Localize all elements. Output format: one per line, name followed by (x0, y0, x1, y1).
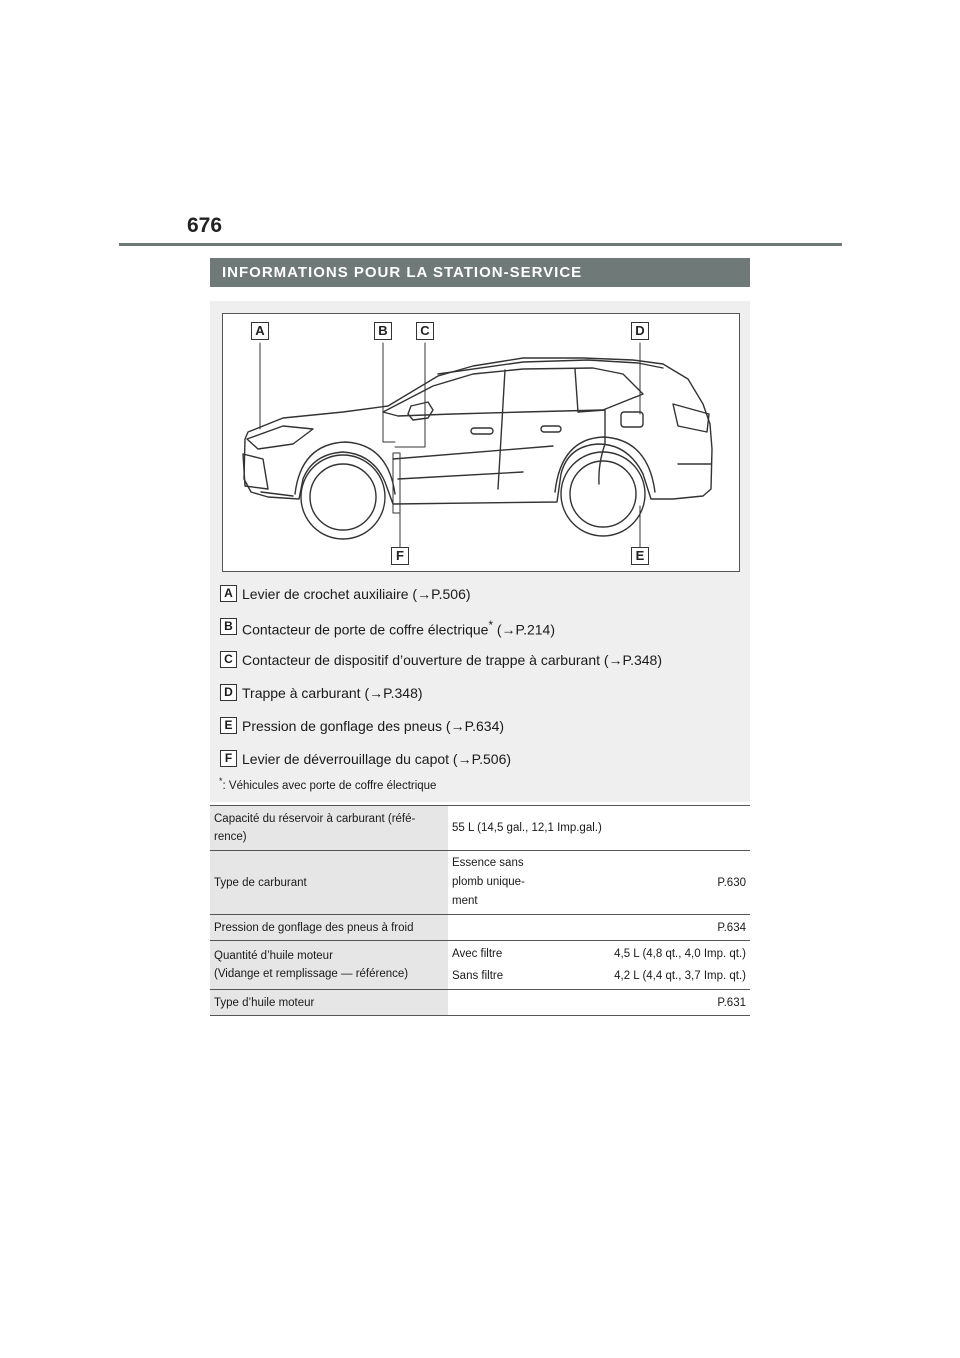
callout-f: F (391, 547, 409, 565)
label-line: (Vidange et remplissage — référence) (214, 968, 409, 980)
rear-door-handle (541, 426, 561, 432)
label-line: rence) (214, 831, 247, 843)
oil-capacity-value (448, 941, 750, 990)
spec-table (210, 805, 750, 1016)
callout-a: A (251, 322, 269, 340)
fuel-type-value (448, 851, 750, 915)
legend-marker: F (220, 750, 237, 767)
legend-item (220, 682, 740, 715)
callout-c: C (416, 322, 434, 340)
oil-type-ref: P.631 (448, 990, 750, 1016)
legend-text: Pression de gonflage des pneus (→P.634) (242, 718, 505, 734)
tire-pressure-ref: P.634 (448, 915, 750, 941)
footnote (219, 776, 436, 792)
legend-item (220, 583, 740, 616)
fuel-type-ref: P.630 (717, 876, 746, 889)
label-line: Capacité du réservoir à carburant (réfé- (214, 813, 416, 825)
footnote-mark: * (488, 619, 493, 632)
legend-marker: D (220, 684, 237, 701)
with-filter-value: 4,5 L (4,8 qt., 4,0 Imp. qt.) (614, 948, 746, 960)
table-row (210, 915, 750, 941)
callout-d: D (631, 322, 649, 340)
tank-capacity-value: 55 L (14,5 gal., 12,1 Imp.gal.) (448, 806, 750, 851)
callout-e: E (631, 547, 649, 565)
header-rule (119, 243, 842, 246)
legend-marker: A (220, 585, 237, 602)
fuel-type-label: Type de carburant (210, 851, 448, 915)
front-wheel (301, 455, 385, 539)
table-row (210, 941, 750, 990)
legend-marker: B (220, 618, 237, 635)
legend-item (220, 649, 740, 682)
legend-item (220, 715, 740, 748)
legend-list (220, 583, 740, 781)
legend-marker: E (220, 717, 237, 734)
legend-text: Contacteur de dispositif d’ouverture de trappe à carburant (→P.348) (242, 652, 662, 668)
table-row (210, 851, 750, 915)
without-filter-value: 4,2 L (4,4 qt., 3,7 Imp. qt.) (614, 970, 746, 982)
legend-marker: C (220, 651, 237, 668)
window-line (383, 368, 643, 416)
tire-pressure-label: Pression de gonflage des pneus à froid (210, 915, 448, 941)
legend-text: Trappe à carburant (→P.348) (242, 685, 423, 701)
leader-b (383, 343, 395, 442)
section-title: INFORMATIONS POUR LA STATION-SERVICE (210, 258, 750, 287)
rear-wheel (561, 452, 645, 536)
page-number: 676 (187, 214, 223, 237)
side-mirror (408, 402, 433, 420)
with-filter-label: Avec filtre (452, 948, 503, 960)
tank-capacity-label (210, 806, 448, 851)
oil-capacity-label (210, 941, 448, 990)
footnote-mark: * (219, 776, 223, 786)
fuel-type-line: plomb unique- (452, 876, 525, 888)
vehicle-diagram (222, 313, 740, 572)
table-row (210, 806, 750, 851)
c-pillar (575, 369, 578, 412)
vehicle-side-view (223, 314, 741, 573)
fuel-type-line: ment (452, 895, 478, 907)
legend-text: Levier de déverrouillage du capot (→P.506) (242, 751, 512, 767)
headlight (247, 426, 313, 449)
legend-item (220, 616, 740, 649)
callout-b: B (374, 322, 392, 340)
footnote-text: : Véhicules avec porte de coffre électrique (222, 779, 437, 792)
fuel-type-line: Essence sans (452, 857, 524, 869)
without-filter-label: Sans filtre (452, 970, 504, 982)
table-row (210, 990, 750, 1016)
front-door-handle (471, 428, 493, 434)
label-line: Quantité d’huile moteur (214, 950, 333, 962)
taillight (673, 404, 709, 432)
leader-c (395, 343, 425, 447)
legend-text-main: Contacteur de porte de coffre électrique (242, 621, 489, 638)
legend-text-ref: (→P.214) (493, 621, 555, 638)
legend-text: Levier de crochet auxiliaire (→P.506) (242, 586, 471, 602)
legend-text (242, 619, 555, 638)
b-pillar (498, 370, 505, 489)
oil-type-label: Type d’huile moteur (210, 990, 448, 1016)
